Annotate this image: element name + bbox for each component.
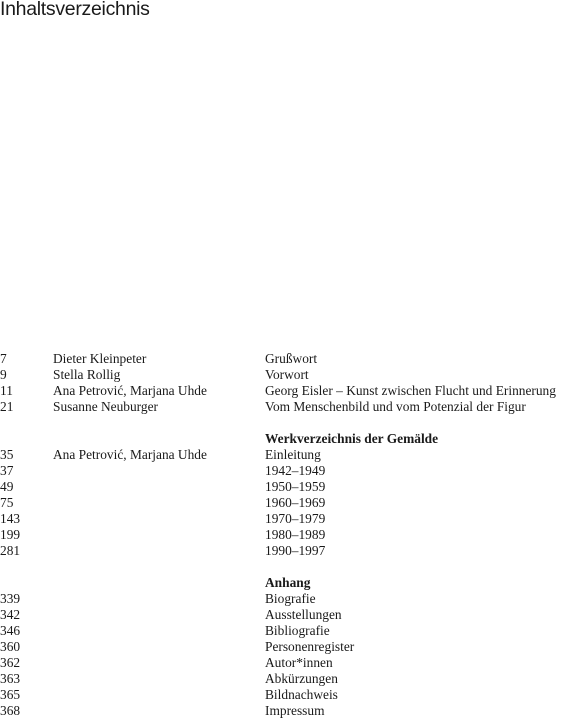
toc-title: Vorwort bbox=[265, 367, 309, 382]
toc-title: Bildnachweis bbox=[265, 687, 338, 702]
toc-entry bbox=[0, 527, 570, 543]
toc-title: 1960–1969 bbox=[265, 495, 326, 510]
toc-page-number: 362 bbox=[0, 655, 21, 670]
toc-author: Ana Petrović, Marjana Uhde bbox=[53, 447, 207, 462]
toc-entry bbox=[0, 671, 570, 687]
toc-entry bbox=[0, 607, 570, 623]
toc-title: Bibliografie bbox=[265, 623, 330, 638]
toc-page-number: 35 bbox=[0, 447, 14, 462]
toc-author: Stella Rollig bbox=[53, 367, 121, 382]
toc-spacer bbox=[0, 415, 570, 431]
toc-title: 1990–1997 bbox=[265, 543, 326, 558]
toc-author: Susanne Neuburger bbox=[53, 399, 158, 414]
toc-page-number: 365 bbox=[0, 687, 21, 702]
toc-title: Werkverzeichnis der Gemälde bbox=[265, 431, 439, 446]
toc-entry bbox=[0, 623, 570, 639]
toc-title: Abkürzungen bbox=[265, 671, 338, 686]
toc-page-number: 346 bbox=[0, 623, 21, 638]
toc-title: Autor*innen bbox=[265, 655, 333, 670]
toc-entry bbox=[0, 543, 570, 559]
toc-entry bbox=[0, 399, 570, 415]
toc-entry bbox=[0, 511, 570, 527]
toc-author: Ana Petrović, Marjana Uhde bbox=[53, 383, 207, 398]
toc-entry bbox=[0, 687, 570, 703]
toc-page-number: 363 bbox=[0, 671, 21, 686]
toc-title: Einleitung bbox=[265, 447, 321, 462]
toc-entry bbox=[0, 367, 570, 383]
table-of-contents bbox=[0, 351, 570, 719]
toc-entry bbox=[0, 463, 570, 479]
toc-page-number: 9 bbox=[0, 367, 7, 382]
toc-entry bbox=[0, 479, 570, 495]
toc-page-number: 11 bbox=[0, 383, 13, 398]
toc-spacer bbox=[0, 559, 570, 575]
toc-title: Biografie bbox=[265, 591, 316, 606]
toc-section-heading bbox=[0, 575, 570, 591]
toc-page-number: 339 bbox=[0, 591, 21, 606]
toc-title: Ausstellungen bbox=[265, 607, 342, 622]
toc-title: Grußwort bbox=[265, 351, 318, 366]
toc-page-number: 37 bbox=[0, 463, 14, 478]
toc-title: 1980–1989 bbox=[265, 527, 326, 542]
toc-entry bbox=[0, 639, 570, 655]
toc-entry bbox=[0, 655, 570, 671]
toc-page-number: 281 bbox=[0, 543, 21, 558]
toc-title: 1970–1979 bbox=[265, 511, 326, 526]
toc-page-number: 199 bbox=[0, 527, 21, 542]
toc-entry bbox=[0, 351, 570, 367]
toc-page-number: 21 bbox=[0, 399, 14, 414]
toc-section-heading bbox=[0, 431, 570, 447]
toc-page-number: 368 bbox=[0, 703, 21, 718]
toc-page-number: 360 bbox=[0, 639, 21, 654]
toc-page-number: 49 bbox=[0, 479, 14, 494]
toc-page-number: 143 bbox=[0, 511, 21, 526]
toc-title: Georg Eisler – Kunst zwischen Flucht und Erinnerung bbox=[265, 383, 556, 398]
toc-author: Dieter Kleinpeter bbox=[53, 351, 147, 366]
toc-title: 1950–1959 bbox=[265, 479, 326, 494]
toc-entry bbox=[0, 447, 570, 463]
toc-title: Impressum bbox=[265, 703, 325, 718]
toc-entry bbox=[0, 703, 570, 719]
page-title: Inhaltsverzeichnis bbox=[0, 0, 150, 20]
toc-page-number: 7 bbox=[0, 351, 7, 366]
toc-entry bbox=[0, 495, 570, 511]
toc-title: 1942–1949 bbox=[265, 463, 326, 478]
toc-page-number: 75 bbox=[0, 495, 14, 510]
toc-entry bbox=[0, 591, 570, 607]
toc-title: Personenregister bbox=[265, 639, 355, 654]
toc-page-number: 342 bbox=[0, 607, 21, 622]
toc-entry bbox=[0, 383, 570, 399]
toc-title: Vom Menschenbild und vom Potenzial der Figur bbox=[265, 399, 526, 414]
toc-title: Anhang bbox=[265, 575, 311, 590]
